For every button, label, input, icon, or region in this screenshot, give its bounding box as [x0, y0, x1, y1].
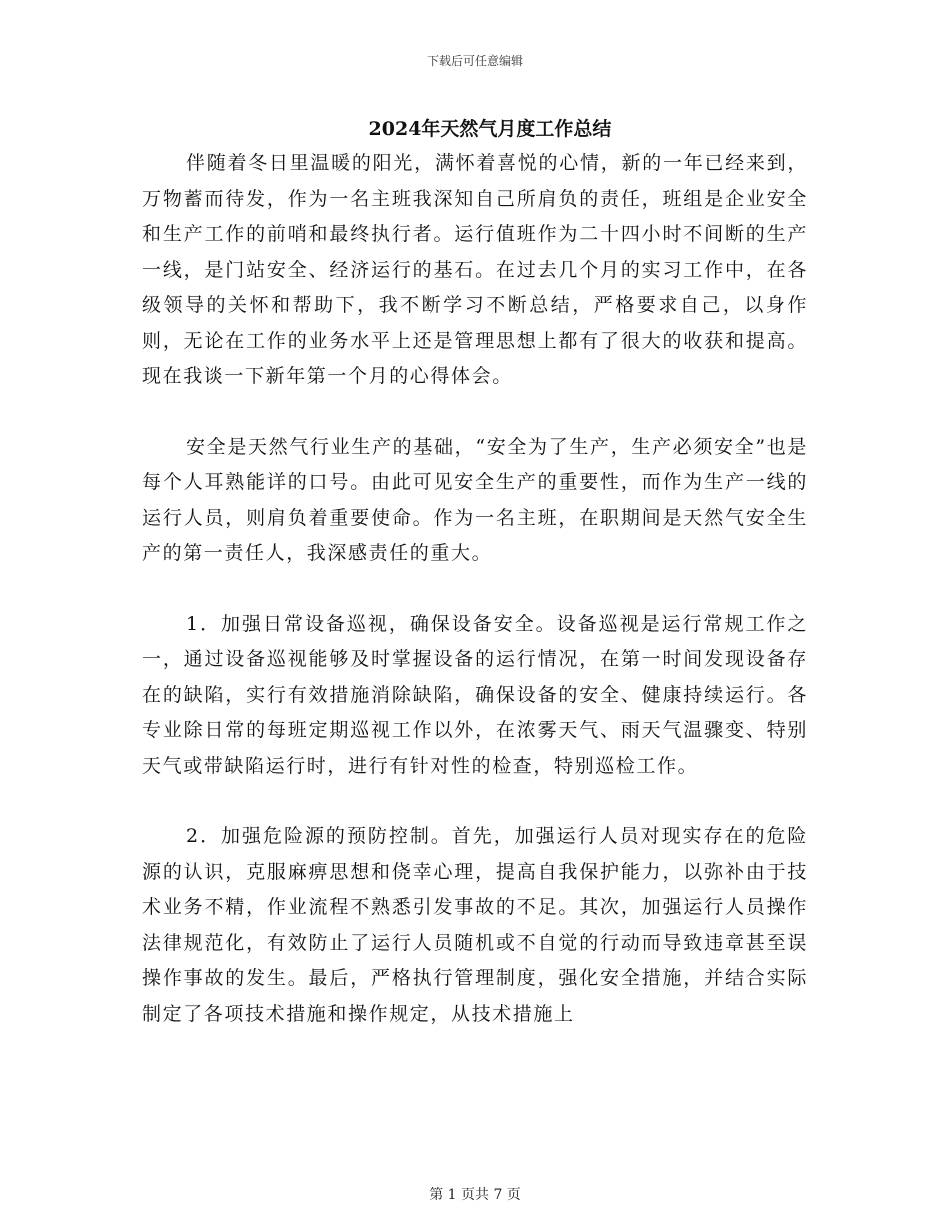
paragraph-safety: 安全是天然气行业生产的基础，“安全为了生产，生产必须安全”也是每个人耳熟能详的口号。由此可见安全生产的重要性，而作为生产一线的运行人员，则肩负着重要使命。作为一名主班，在职期间是天然气安全生产的第一责任人，我深感责任的重大。 [142, 435, 808, 564]
document-title: 2024年天然气月度工作总结 [368, 118, 612, 140]
paragraph-intro: 伴随着冬日里温暖的阳光，满怀着喜悦的心情，新的一年已经来到，万物蓄而待发，作为一名主班我深知自己所肩负的责任，班组是企业安全和生产工作的前哨和最终执行者。运行值班作为二十四小时不间断的生产一线，是门站安全、经济运行的基石。在过去几个月的实习工作中，在各级领导的关怀和帮助下，我不断学习不断总结，严格要求自己，以身作则，无论在工作的业务水平上还是管理思想上都有了很大的收获和提高。现在我谈一下新年第一个月的心得体会。 [142, 152, 808, 387]
page-header-note: 下载后可任意编辑 [426, 54, 523, 68]
paragraph-item-2: 2．加强危险源的预防控制。首先，加强运行人员对现实存在的危险源的认识，克服麻痹思想和侥幸心理，提高自我保护能力，以弥补由于技术业务不精，作业流程不熟悉引发事故的不足。其次，加强运行人员操作法律规范化，有效防止了运行人员随机或不自觉的行动而导致违章甚至误操作事故的发生。最后，严格执行管理制度，强化安全措施，并结合实际制定了各项技术措施和操作规定，从技术措施上 [142, 825, 808, 1025]
document-body [142, 146, 808, 1032]
page-number: 第 1 页共 7 页 [429, 1187, 521, 1203]
paragraph-item-1: 1．加强日常设备巡视，确保设备安全。设备巡视是运行常规工作之一，通过设备巡视能够及时掌握设备的运行情况，在第一时间发现设备存在的缺陷，实行有效措施消除缺陷，确保设备的安全、健康持续运行。各专业除日常的每班定期巡视工作以外，在浓雾天气、雨天气温骤变、特别天气或带缺陷运行时，进行有针对性的检查，特别巡检工作。 [142, 612, 808, 777]
